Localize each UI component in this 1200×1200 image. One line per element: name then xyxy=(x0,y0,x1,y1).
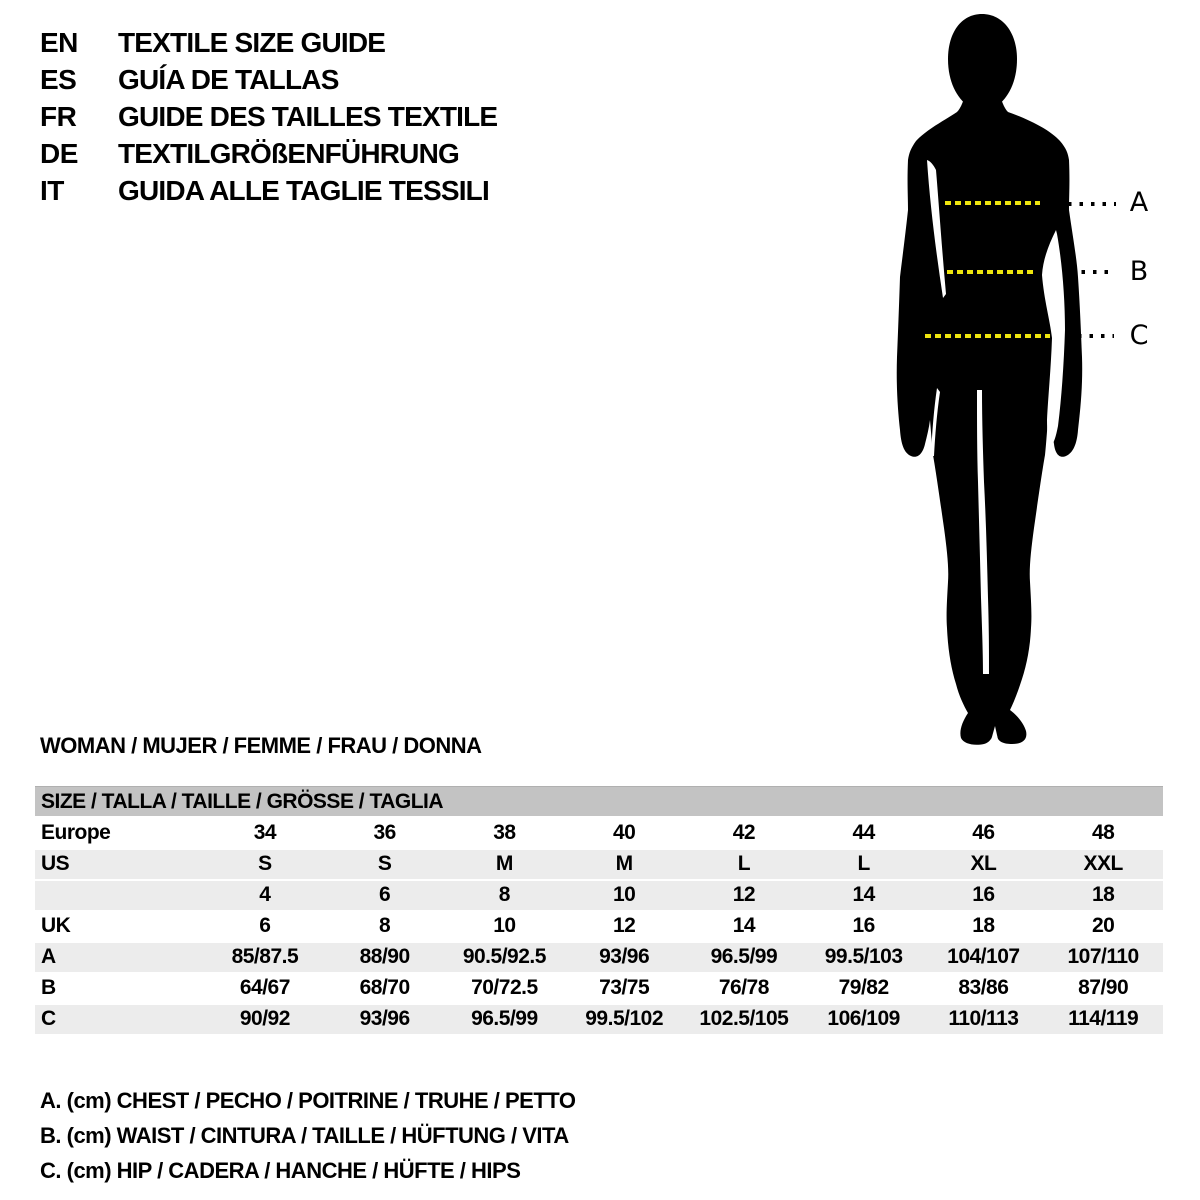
guide-title: TEXTILGRÖßENFÜHRUNG xyxy=(118,137,460,169)
table-row-europe xyxy=(35,818,1163,849)
size-cell: XL xyxy=(924,849,1044,880)
language-row xyxy=(40,135,497,172)
size-cell: L xyxy=(684,849,804,880)
size-cell: 36 xyxy=(325,818,445,849)
size-cell: 18 xyxy=(924,911,1044,942)
size-cell: 34 xyxy=(205,818,325,849)
size-cell: 76/78 xyxy=(684,973,804,1004)
size-cell: 8 xyxy=(325,911,445,942)
measurement-figure xyxy=(850,0,1200,760)
woman-silhouette-graphic xyxy=(850,0,1200,760)
legend-waist: B. (cm) WAIST / CINTURA / TAILLE / HÜFTUNG / VITA xyxy=(40,1123,569,1148)
size-cell: 10 xyxy=(445,911,565,942)
size-cell: 88/90 xyxy=(325,942,445,973)
language-code: IT xyxy=(40,174,64,206)
measurement-legend xyxy=(40,1083,575,1188)
language-code: EN xyxy=(40,26,78,58)
language-code: ES xyxy=(40,63,77,95)
table-row-hip xyxy=(35,1004,1163,1035)
size-cell: 38 xyxy=(445,818,565,849)
size-cell: 87/90 xyxy=(1043,973,1163,1004)
row-label: C xyxy=(35,1004,205,1035)
size-cell: 70/72.5 xyxy=(445,973,565,1004)
size-cell: 48 xyxy=(1043,818,1163,849)
table-header-row xyxy=(35,787,1163,818)
language-row xyxy=(40,24,497,61)
size-cell: 99.5/102 xyxy=(564,1004,684,1035)
language-row xyxy=(40,61,497,98)
size-cell: 46 xyxy=(924,818,1044,849)
row-label: Europe xyxy=(35,818,205,849)
measurement-label-c: C xyxy=(1129,320,1149,351)
size-cell: 85/87.5 xyxy=(205,942,325,973)
size-cell: 90/92 xyxy=(205,1004,325,1035)
size-cell: L xyxy=(804,849,924,880)
guide-title: GUIDE DES TAILLES TEXTILE xyxy=(118,100,498,132)
size-cell: 10 xyxy=(564,880,684,911)
size-cell: 44 xyxy=(804,818,924,849)
size-cell: 20 xyxy=(1043,911,1163,942)
table-header: SIZE / TALLA / TAILLE / GRÖSSE / TAGLIA xyxy=(35,787,1163,818)
table-row-chest xyxy=(35,942,1163,973)
table-row-us-letter xyxy=(35,849,1163,880)
measurement-label-a: A xyxy=(1129,187,1149,218)
size-cell: 6 xyxy=(205,911,325,942)
size-cell: M xyxy=(564,849,684,880)
size-cell: 110/113 xyxy=(924,1004,1044,1035)
size-cell: XXL xyxy=(1043,849,1163,880)
size-cell: 90.5/92.5 xyxy=(445,942,565,973)
row-label: B xyxy=(35,973,205,1004)
size-cell: 4 xyxy=(205,880,325,911)
language-row xyxy=(40,172,497,209)
table-row-waist xyxy=(35,973,1163,1004)
size-cell: 93/96 xyxy=(564,942,684,973)
size-cell: M xyxy=(445,849,565,880)
size-cell: 107/110 xyxy=(1043,942,1163,973)
size-cell: S xyxy=(205,849,325,880)
size-cell: 73/75 xyxy=(564,973,684,1004)
size-cell: 93/96 xyxy=(325,1004,445,1035)
legend-hip: C. (cm) HIP / CADERA / HANCHE / HÜFTE / HIPS xyxy=(40,1158,521,1183)
size-cell: S xyxy=(325,849,445,880)
size-cell: 14 xyxy=(804,880,924,911)
section-title: WOMAN / MUJER / FEMME / FRAU / DONNA xyxy=(40,733,482,758)
size-cell: 104/107 xyxy=(924,942,1044,973)
row-label: A xyxy=(35,942,205,973)
language-row xyxy=(40,98,497,135)
table-row-uk xyxy=(35,911,1163,942)
size-cell: 64/67 xyxy=(205,973,325,1004)
size-cell: 102.5/105 xyxy=(684,1004,804,1035)
language-code: FR xyxy=(40,100,77,132)
size-cell: 14 xyxy=(684,911,804,942)
language-code: DE xyxy=(40,137,78,169)
size-cell: 99.5/103 xyxy=(804,942,924,973)
size-cell: 68/70 xyxy=(325,973,445,1004)
size-table xyxy=(35,786,1163,1036)
size-cell: 16 xyxy=(924,880,1044,911)
size-cell: 16 xyxy=(804,911,924,942)
size-cell: 8 xyxy=(445,880,565,911)
size-cell: 106/109 xyxy=(804,1004,924,1035)
measurement-label-b: B xyxy=(1129,256,1149,287)
language-title-list xyxy=(40,24,497,209)
size-cell: 18 xyxy=(1043,880,1163,911)
size-cell: 79/82 xyxy=(804,973,924,1004)
row-label xyxy=(35,880,205,911)
legend-chest: A. (cm) CHEST / PECHO / POITRINE / TRUHE / PETTO xyxy=(40,1088,576,1113)
table-row-us-numeric xyxy=(35,880,1163,911)
size-cell: 12 xyxy=(564,911,684,942)
size-cell: 96.5/99 xyxy=(684,942,804,973)
size-cell: 96.5/99 xyxy=(445,1004,565,1035)
row-label: UK xyxy=(35,911,205,942)
size-cell: 114/119 xyxy=(1043,1004,1163,1035)
guide-title: GUÍA DE TALLAS xyxy=(118,63,339,95)
guide-title: GUIDA ALLE TAGLIE TESSILI xyxy=(118,174,489,206)
size-cell: 6 xyxy=(325,880,445,911)
size-cell: 12 xyxy=(684,880,804,911)
size-cell: 40 xyxy=(564,818,684,849)
guide-title: TEXTILE SIZE GUIDE xyxy=(118,26,386,58)
row-label: US xyxy=(35,849,205,880)
size-cell: 83/86 xyxy=(924,973,1044,1004)
size-cell: 42 xyxy=(684,818,804,849)
